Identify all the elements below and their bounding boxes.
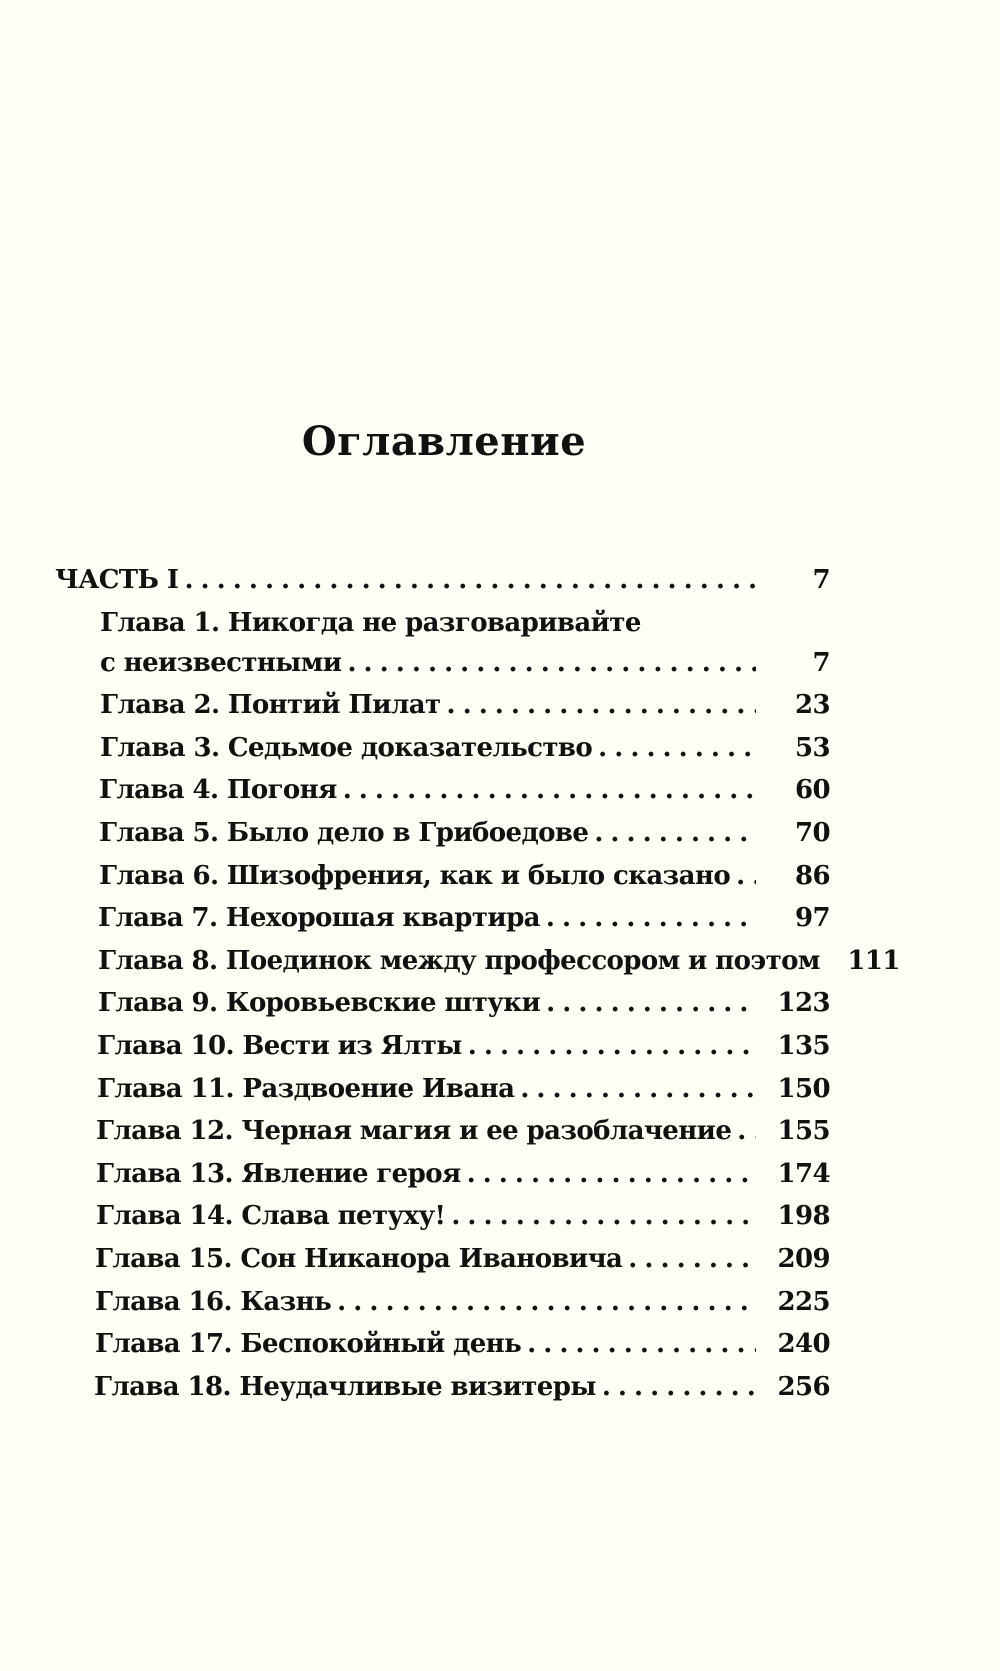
toc-chapter-row[interactable] [55,1329,830,1372]
page-number: 225 [777,1286,830,1317]
page-number: 240 [777,1329,830,1360]
toc-chapter-row[interactable] [55,733,830,776]
chapter-label: Глава 12. Черная магия и ее разоблачение [96,1116,732,1147]
page-number: 155 [777,1116,830,1147]
chapter-label: Глава 1. Никогда не разговаривайте [100,607,641,638]
toc-chapter-row[interactable] [55,1159,830,1202]
page-number: 198 [777,1201,830,1232]
page-number: 7 [812,565,830,595]
chapter-label-continuation: с неизвестными [100,647,342,678]
page-number: 97 [795,903,830,934]
table-of-contents [55,565,900,1414]
dot-leader [546,988,756,1018]
dot-leader [598,733,756,763]
dot-leader [184,565,756,595]
chapter-label: Глава 10. Вести из Ялты [97,1030,462,1061]
dot-leader [737,1116,756,1146]
dot-leader [520,1074,756,1104]
chapter-label: Глава 14. Слава петуху! [96,1201,446,1232]
toc-chapter-row[interactable] [55,1031,830,1074]
toc-chapter-row[interactable] [55,1372,830,1415]
chapter-label: Глава 11. Раздвоение Ивана [97,1073,515,1104]
dot-leader [347,648,756,678]
dot-leader [337,1287,756,1317]
chapter-label: Глава 18. Неудачливые визитеры [94,1371,596,1402]
toc-chapter-row[interactable] [55,775,830,818]
chapter-label: Глава 13. Явление героя [96,1158,461,1189]
chapter-label: Глава 6. Шизофрения, как и было сказано [99,860,731,891]
page-number: 23 [795,690,830,721]
dot-leader [594,818,756,848]
toc-chapter-row[interactable] [55,1287,830,1330]
dot-leader [628,1244,756,1274]
toc-chapter-row[interactable] [55,1244,830,1287]
toc-chapter-row[interactable] [55,988,830,1031]
dot-leader [467,1159,756,1189]
toc-chapter-row[interactable] [55,903,830,946]
page-number: 256 [777,1371,830,1402]
chapter-label: Глава 7. Нехорошая квартира [98,903,540,934]
toc-chapter-row[interactable] [55,861,830,904]
toc-chapter-row[interactable] [55,945,900,989]
page-number: 60 [795,775,830,806]
page-number: 86 [795,860,830,891]
dot-leader [446,690,756,720]
toc-chapter-row[interactable] [55,1116,830,1159]
chapter-label: Глава 5. Было дело в Грибоедове [99,817,589,848]
chapter-label: Глава 2. Понтий Пилат [100,690,441,721]
toc-chapter-row-continuation[interactable] [55,648,830,691]
chapter-label: Глава 3. Седьмое доказательство [100,732,593,763]
chapter-label: Глава 15. Сон Никанора Ивановича [95,1243,623,1274]
toc-chapter-row[interactable] [55,690,830,733]
dot-leader [602,1372,756,1402]
dot-leader [736,861,756,891]
page-number: 70 [795,817,830,848]
page-number: 7 [812,647,830,678]
toc-part-row[interactable] [55,565,830,608]
chapter-label: Глава 17. Беспокойный день [95,1329,522,1360]
chapter-label: Глава 16. Казнь [95,1286,332,1317]
page-number: 111 [847,945,900,976]
toc-chapter-row[interactable] [55,1074,830,1117]
dot-leader [527,1329,756,1359]
page-number: 123 [777,988,830,1019]
toc-chapter-row[interactable] [55,1201,830,1244]
dot-leader [343,775,756,805]
chapter-label: Глава 4. Погоня [99,775,337,806]
dot-leader [468,1031,756,1061]
page-number: 53 [795,732,830,763]
page-number: 150 [777,1073,830,1104]
toc-chapter-row[interactable] [55,608,830,648]
dot-leader [546,903,756,933]
page-number: 174 [777,1158,830,1189]
page-title: Оглавление [301,418,587,465]
dot-leader [451,1201,756,1231]
page-number: 209 [777,1243,830,1274]
chapter-label: Глава 9. Коровьевские штуки [98,988,541,1019]
chapter-label: Глава 8. Поединок между профессором и поэтом [98,945,820,976]
part-label: ЧАСТЬ I [55,565,179,595]
page-number: 135 [777,1030,830,1061]
toc-chapter-row[interactable] [55,818,830,861]
